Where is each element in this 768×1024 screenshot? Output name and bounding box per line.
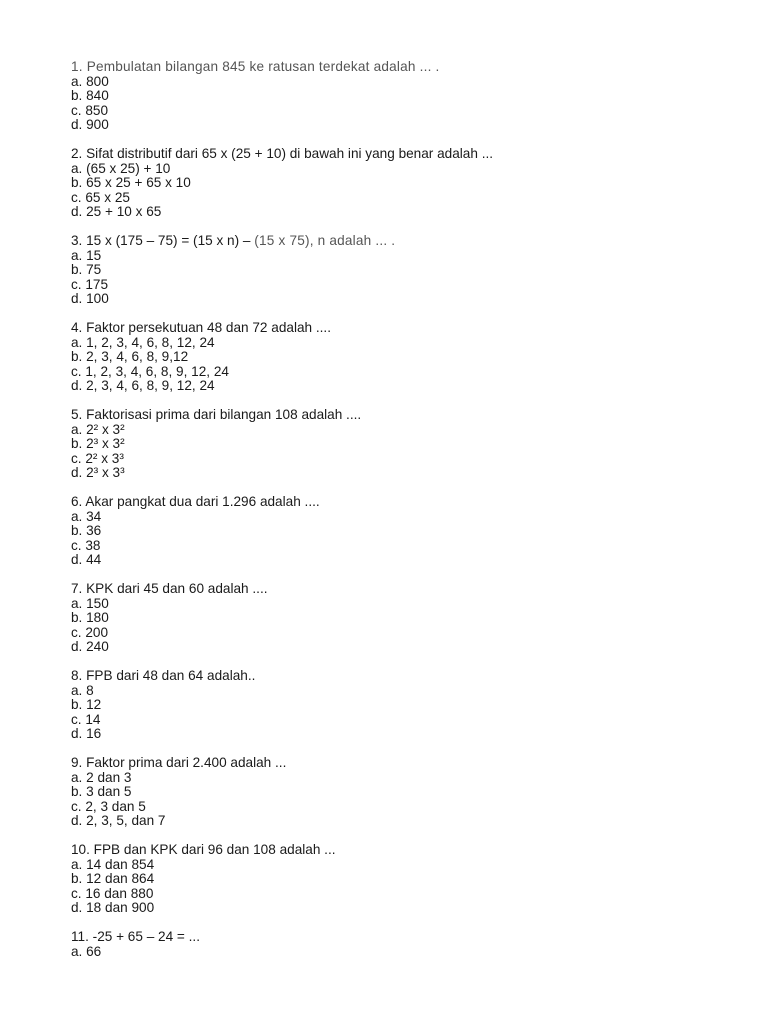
question-4 bbox=[71, 321, 751, 394]
question-text: 4. Faktor persekutuan 48 dan 72 adalah .... bbox=[71, 320, 331, 335]
option-a: a. 150 bbox=[71, 595, 109, 611]
question-text: 10. FPB dan KPK dari 96 dan 108 adalah ... bbox=[71, 842, 336, 857]
option-a: a. 34 bbox=[71, 508, 102, 524]
option-d: d. 900 bbox=[71, 117, 109, 132]
option-b: b. 75 bbox=[71, 262, 102, 277]
option-d: d. 100 bbox=[71, 291, 109, 306]
option-a: a. 800 bbox=[71, 73, 109, 89]
option-d: d. 25 + 10 x 65 bbox=[71, 204, 162, 219]
question-2 bbox=[71, 147, 751, 220]
option-a: a. 2 dan 3 bbox=[71, 769, 132, 785]
question-7 bbox=[71, 582, 751, 655]
option-c: c. 2, 3 dan 5 bbox=[71, 798, 146, 814]
option-c: c. 2² x 3³ bbox=[71, 450, 124, 466]
option-d: d. 2³ x 3³ bbox=[71, 465, 125, 480]
option-c: c. 65 x 25 bbox=[71, 189, 130, 205]
question-text: 7. KPK dari 45 dan 60 adalah .... bbox=[71, 581, 268, 596]
option-a: a. 14 dan 854 bbox=[71, 856, 155, 872]
question-text: 1. Pembulatan bilangan 845 ke ratusan terdekat adalah ... . bbox=[71, 59, 440, 74]
option-d: d. 240 bbox=[71, 639, 109, 654]
option-d: d. 16 bbox=[71, 726, 102, 741]
option-c: c. 14 bbox=[71, 711, 101, 727]
question-6 bbox=[71, 495, 751, 568]
option-d: d. 2, 3, 4, 6, 8, 9, 12, 24 bbox=[71, 378, 215, 393]
option-a: a. 1, 2, 3, 4, 6, 8, 12, 24 bbox=[71, 334, 215, 350]
option-a: a. 15 bbox=[71, 247, 102, 263]
option-b: b. 36 bbox=[71, 523, 102, 538]
option-a: a. (65 x 25) + 10 bbox=[71, 160, 171, 176]
question-3 bbox=[71, 234, 751, 307]
option-b: b. 12 dan 864 bbox=[71, 871, 155, 886]
option-b: b. 65 x 25 + 65 x 10 bbox=[71, 175, 191, 190]
question-text: 5. Faktorisasi prima dari bilangan 108 adalah .... bbox=[71, 407, 362, 422]
question-8 bbox=[71, 669, 751, 742]
question-text-tail: (15 x 75), n adalah ... . bbox=[254, 233, 396, 248]
option-c: c. 16 dan 880 bbox=[71, 885, 154, 901]
option-c: c. 200 bbox=[71, 624, 109, 640]
option-d: d. 44 bbox=[71, 552, 102, 567]
question-9 bbox=[71, 756, 751, 829]
question-11 bbox=[71, 930, 751, 959]
question-text-main: 3. 15 x (175 – 75) = (15 x n) – bbox=[71, 233, 255, 248]
option-b: b. 3 dan 5 bbox=[71, 784, 132, 799]
option-b: b. 840 bbox=[71, 88, 109, 103]
option-a: a. 66 bbox=[71, 943, 102, 959]
option-d: d. 2, 3, 5, dan 7 bbox=[71, 813, 166, 828]
question-text bbox=[71, 234, 751, 249]
question-text: 6. Akar pangkat dua dari 1.296 adalah .... bbox=[71, 494, 320, 509]
question-text: 9. Faktor prima dari 2.400 adalah ... bbox=[71, 755, 287, 770]
question-text: 8. FPB dari 48 dan 64 adalah.. bbox=[71, 668, 256, 683]
option-c: c. 175 bbox=[71, 276, 109, 292]
question-10 bbox=[71, 843, 751, 916]
option-c: c. 1, 2, 3, 4, 6, 8, 9, 12, 24 bbox=[71, 363, 229, 379]
question-text: 11. -25 + 65 – 24 = ... bbox=[71, 929, 200, 944]
option-c: c. 38 bbox=[71, 537, 101, 553]
option-b: b. 12 bbox=[71, 697, 102, 712]
option-b: b. 180 bbox=[71, 610, 109, 625]
option-b: b. 2³ x 3² bbox=[71, 436, 125, 451]
option-a: a. 8 bbox=[71, 682, 94, 698]
option-a: a. 2² x 3² bbox=[71, 421, 125, 437]
worksheet-page bbox=[71, 60, 751, 974]
option-c: c. 850 bbox=[71, 102, 109, 118]
option-b: b. 2, 3, 4, 6, 8, 9,12 bbox=[71, 349, 189, 364]
question-text: 2. Sifat distributif dari 65 x (25 + 10) di bawah ini yang benar adalah ... bbox=[71, 146, 494, 161]
option-d: d. 18 dan 900 bbox=[71, 900, 155, 915]
question-5 bbox=[71, 408, 751, 481]
question-1 bbox=[71, 60, 751, 133]
